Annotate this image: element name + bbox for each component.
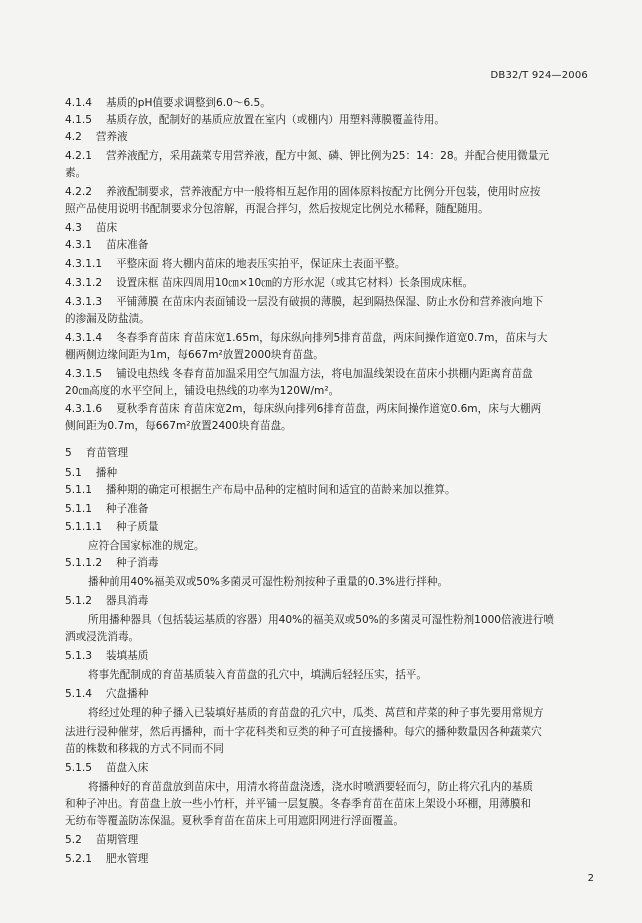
text-line [65,814,404,828]
text-line [65,113,445,127]
section-number: 5.2.1 [65,853,92,865]
text-line [65,130,128,144]
text-line [88,539,205,553]
text-line [65,166,86,180]
section-number: 4.3.1.4 [65,332,103,344]
line-text: 棚两侧边缘间距为1m，每667m²放置2000块育苗盘。 [65,349,324,361]
section-number: 4.3.1 [65,239,92,251]
text-line [65,852,148,866]
line-text: 穴盘播种 [105,688,149,700]
section-number: 4.2.2 [65,186,92,198]
line-text: 种子质量 [116,521,159,533]
text-line [65,96,271,110]
line-text: 种子准备 [105,503,149,515]
section-number: 5 [65,447,72,459]
line-text: 法进行浸种催芽，然后再播种，而十字花科类和豆类的种子可直接播种。每穴的播种数量因各种蔬菜穴 [65,726,542,738]
line-text: 苗床准备 [105,239,149,251]
line-text: 照产品使用说明书配制要求分包溶解，再混合拌匀，然后按规定比例兑水稀释，随配随用。 [65,203,489,215]
line-text: 侧间距为0.7m，每667m²放置2400块育苗盘。 [65,420,292,432]
text-line [65,185,540,199]
text-line [88,575,448,589]
section-number: 5.2 [65,834,82,846]
line-text: 播种 [95,467,118,479]
line-text: 夏秋季育苗床 育苗床宽2m，每床纵向排列6排育苗盘，两床间操作道宽0.6m，床与大棚两 [116,403,542,415]
page-number: 2 [587,873,594,884]
text-line [65,502,148,516]
text-line [88,613,554,627]
text-line [88,706,544,720]
line-text: 素。 [65,167,87,179]
line-text: 种子消毒 [116,557,159,569]
line-text: 洒或浸洗消毒。 [65,631,140,643]
text-line [65,276,473,290]
line-text: 应符合国家标准的规定。 [88,540,205,552]
text-line [65,446,128,460]
text-line [65,725,542,739]
text-line [65,221,117,235]
section-number: 4.3.1.1 [65,258,103,270]
line-text: 平整床面 将大棚内苗床的地表压实拍平，保证床土表面平整。 [116,258,406,270]
line-text: 苗床 [95,222,118,234]
line-text: 所用播种器具（包括装运基质的容器）用40%的福美双或50%的多菌灵可湿性粉剂1000倍液进行喷 [88,614,555,626]
text-line [65,594,148,608]
line-text: 基质的pH值要求调整到6.0～6.5。 [105,97,271,109]
line-text: 营养液配方，采用蔬菜专用营养液，配方中氮、磷、钾比例为25：14：28。并配合使用微量元 [105,150,549,162]
text-line [65,238,148,252]
line-text: 播种期的确定可根据生产布局中品种的定植时间和适宜的苗龄来加以推算。 [105,484,456,496]
text-line [65,149,549,163]
section-number: 5.1.5 [65,762,92,774]
text-line [65,384,339,398]
section-number: 4.3.1.2 [65,277,103,289]
line-text: 苗期管理 [95,834,139,846]
line-text: 铺设电热线 冬春育苗加温采用空气加温方法，将电加温线架设在苗床小拱棚内距离育苗盘 [116,368,533,380]
section-number: 5.1.1 [65,503,92,515]
line-text: 育苗管理 [85,447,129,459]
text-line [65,556,158,570]
line-text: 设置床框 苗床四周用10㎝×10㎝的方形水泥（或其它材料）长条围成床框。 [116,277,474,289]
line-text: 将播种好的育苗盘放到苗床中，用清水将苗盘浇透，浇水时喷洒要轻而匀，防止将穴孔内的基质 [88,781,533,793]
section-number: 4.3 [65,222,82,234]
section-number: 4.1.5 [65,114,92,126]
text-line [65,797,531,811]
line-text: 冬春季育苗床 育苗床宽1.65m，每床纵向排列5排育苗盘，两床间操作道宽0.7m，苗床与大 [116,332,548,344]
text-line [65,742,224,756]
text-line [65,687,148,701]
text-line [65,348,324,362]
text-line [88,668,427,682]
text-line [88,780,533,794]
section-number: 4.1.4 [65,97,92,109]
section-number: 4.2 [65,131,82,143]
text-line [65,649,148,663]
line-text: 肥水管理 [105,853,149,865]
text-line [65,761,148,775]
section-number: 5.1.1.1 [65,521,103,533]
line-text: 无纺布等覆盖防冻保温。夏秋季育苗在苗床上可用遮阳网进行浮面覆盖。 [65,815,404,827]
line-text: 苗盘入床 [105,762,149,774]
line-text: 将事先配制成的育苗基质装入育苗盘的孔穴中，填满后轻轻压实，括平。 [88,669,427,681]
line-text: 养液配制要求，营养液配方中一般将相互起作用的固体原料按配方比例分开包装，使用时应按 [105,186,541,198]
text-line [65,331,547,345]
text-line [65,520,158,534]
line-text: 基质存放，配制好的基质应放置在室内（或棚内）用塑料薄膜覆盖待用。 [105,114,445,126]
line-text: 营养液 [95,131,128,143]
text-line [65,466,117,480]
line-text: 装填基质 [105,650,149,662]
text-line [65,630,139,644]
line-text: 平铺薄膜 在苗床内表面铺设一层没有破损的薄膜，起到隔热保湿、防止水份和营养液向地下 [116,296,544,308]
section-number: 5.1.1 [65,484,92,496]
section-number: 4.3.1.3 [65,296,103,308]
section-number: 5.1.3 [65,650,92,662]
line-text: 器具消毒 [105,595,149,607]
section-number: 5.1.4 [65,688,92,700]
text-line [65,367,533,381]
line-text: 苗的株数和移栽的方式不同而不同 [65,743,224,755]
text-line [65,312,150,326]
section-number: 4.3.1.6 [65,403,103,415]
text-line [65,402,541,416]
text-line [65,833,138,847]
section-number: 4.2.1 [65,150,92,162]
document-code: DB32/T 924—2006 [490,70,588,81]
line-text: 播种前用40%福美双或50%多菌灵可湿性粉剂按种子重量的0.3%进行拌种。 [88,576,449,588]
text-line [65,257,405,271]
line-text: 20㎝高度的水平空间上，铺设电热线的功率为120W/m²。 [65,385,340,397]
text-line [65,295,543,309]
line-text: 的渗漏及防盐渍。 [65,313,150,325]
line-text: 将经过处理的种子播入已装填好基质的育苗盘的孔穴中，瓜类、莴苣和芹菜的种子事先要用常规方 [88,707,544,719]
section-number: 5.1.2 [65,595,92,607]
section-number: 5.1 [65,467,82,479]
line-text: 和种子冲出。育苗盘上放一些小竹杆，并平铺一层复膜。冬春季育苗在苗床上架设小环棚，用薄膜和 [65,798,532,810]
text-line [65,483,456,497]
text-line [65,202,489,216]
section-number: 5.1.1.2 [65,557,103,569]
text-line [65,419,292,433]
section-number: 4.3.1.5 [65,368,103,380]
